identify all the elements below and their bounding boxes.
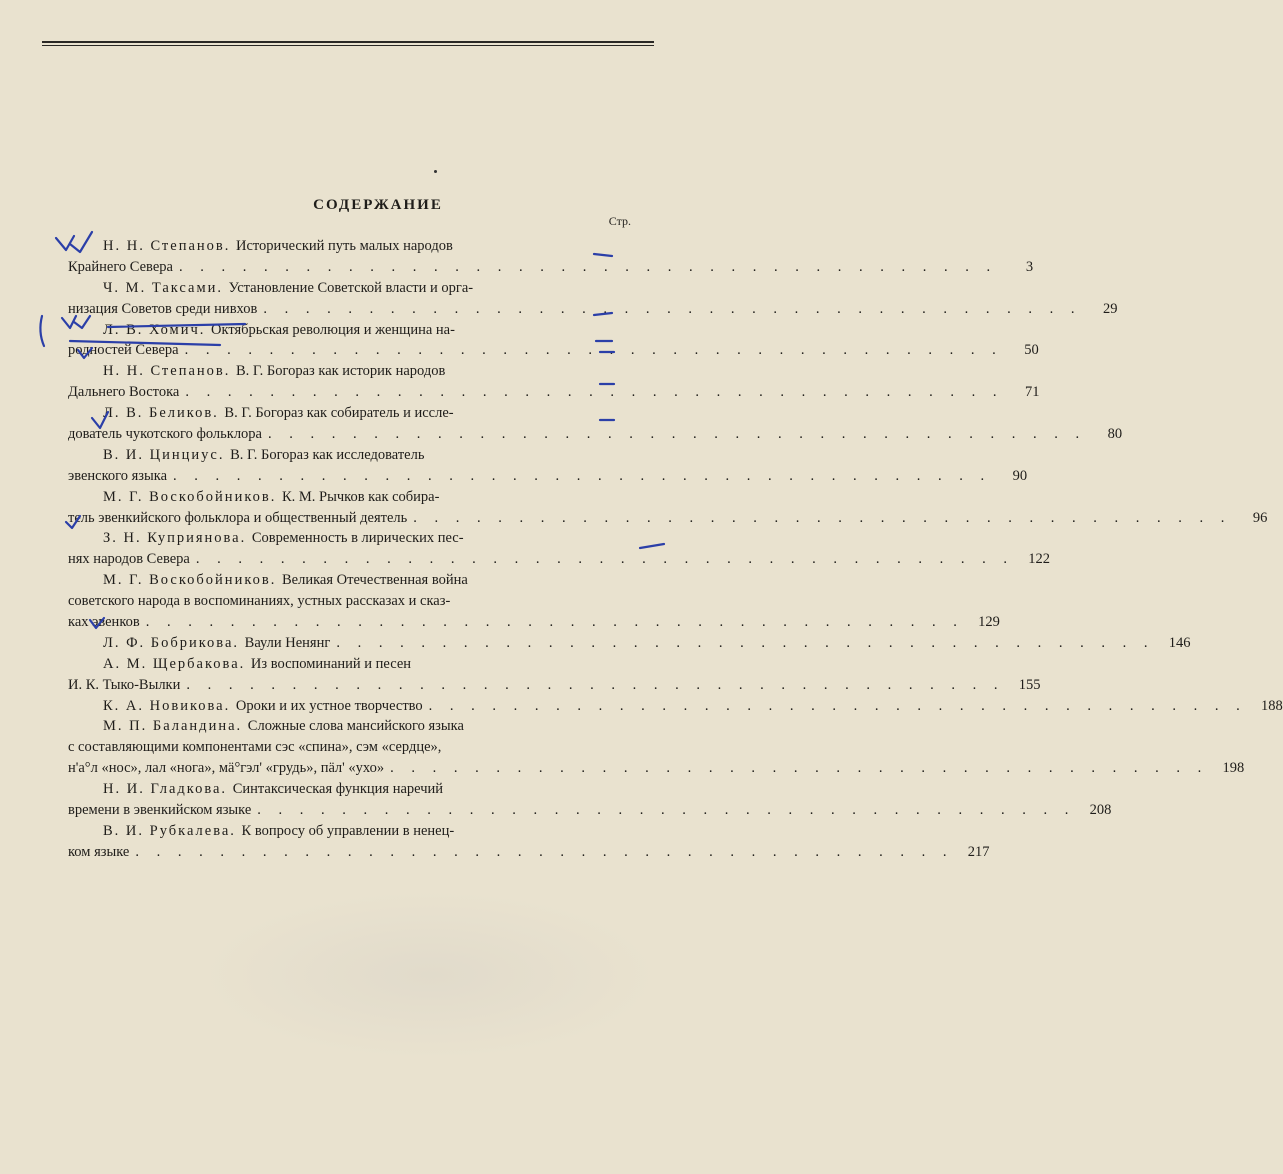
entry-last-line [68,340,1039,361]
entry-last-line [68,696,1283,717]
page-number: 29 [1102,300,1118,317]
entry-title-text: Современность в лирических пес- [251,530,464,547]
entry-title-text: К. М. Рычков как собира- [281,488,440,505]
entry-line [68,445,632,466]
entry-title-text: с составляющими компонентами сэс «спина», сэм «сердце», [68,739,442,756]
page-number: 188 [1261,697,1283,714]
entry-title-text: эвенского языка [68,467,168,484]
entry-title-end [68,382,179,403]
entry-title-end [103,633,330,654]
entry-title-end [68,758,384,779]
entry-author: А. М. Щербакова. [103,655,251,672]
toc-entry [68,487,1268,529]
toc-entry [68,716,1245,779]
entry-title-text: Великая Отечественная война [281,572,468,589]
entry-author: В. И. Цинциус. [103,446,231,463]
entry-title-end [68,549,190,570]
print-speck [434,170,437,173]
page-number: 217 [967,843,990,860]
toc-entry [68,403,1123,445]
entry-title-end [68,842,129,863]
entry-title-text: Ваули Ненянг [244,634,331,651]
dot-leader: . . . . . . . . . . . . . . . . . . . . . . . . . . . . . . . . . . . . . . . [185,384,1004,401]
entry-line [68,570,632,591]
dot-leader: . . . . . . . . . . . . . . . . . . . . . . . . . . . . . . . . . . . . . . . [257,802,1076,819]
entry-author: М. Г. Воскобойников. [103,488,282,505]
toc-entry [68,570,1000,633]
entry-author: М. Г. Воскобойников. [103,572,282,589]
entry-author: Ч. М. Таксами. [103,279,229,296]
entry-author: Л. В. Беликов. [103,405,225,422]
entry-last-line [68,508,1268,529]
dot-leader: . . . . . . . . . . . . . . . . . . . . . . . . . . . . . . . . . . . . . . . [173,467,992,484]
dot-leader: . . . . . . . . . . . . . . . . . . . . . . . . . . . . . . . . . . . . . . . [268,426,1087,443]
page-number: 90 [1012,467,1028,484]
dot-leader: . . . . . . . . . . . . . . . . . . . . . . . . . . . . . . . . . . . . . . . [135,843,954,860]
entry-author: В. И. Рубкалева. [103,822,242,839]
entry-title-text: советского народа в воспоминаниях, устных рассказах и сказ- [68,593,451,610]
entry-title-end [68,340,179,361]
entry-line [68,403,632,424]
entry-last-line [68,299,1118,320]
entry-author: Л. Ф. Бобрикова. [103,634,245,651]
dash-mark-icon [640,544,664,548]
toc-entry [68,361,1040,403]
entry-title-text: Крайнего Севера [68,258,173,275]
dot-leader: . . . . . . . . . . . . . . . . . . . . . . . . . . . . . . . . . . . . . . . [195,551,1014,568]
page-number: 3 [1025,258,1034,275]
entry-title-text: Октябрьская революция и женщина на- [211,321,455,338]
page-number: 129 [978,614,1000,631]
entry-title-text: нях народов Севера [68,551,190,568]
entry-last-line [68,675,1041,696]
entry-author: Н. И. Гладкова. [103,781,233,798]
entry-last-line [68,257,1034,278]
page-number: 80 [1107,426,1123,443]
entry-title-text: Сложные слова мансийского языка [247,718,464,735]
entry-line [68,320,632,341]
entry-line [68,278,632,299]
page-number: 122 [1028,551,1050,568]
entry-last-line [68,466,1028,487]
entry-title-text: времени в эвенкийском языке [68,802,252,819]
entry-last-line [68,549,1050,570]
entry-line [68,591,632,612]
entry-title-text: родностей Севера [68,342,179,359]
toc-entry [68,696,1283,717]
entry-author: З. Н. Куприянова. [103,530,252,547]
entry-last-line [68,424,1123,445]
bracket-mark-icon [40,316,44,346]
entry-title-text: дователь чукотского фольклора [68,426,262,443]
entry-title-text: Дальнего Востока [68,384,180,401]
entry-last-line [68,758,1245,779]
dot-leader: . . . . . . . . . . . . . . . . . . . . . . . . . . . . . . . . . . . . . . . [428,697,1247,714]
dot-leader: . . . . . . . . . . . . . . . . . . . . . . . . . . . . . . . . . . . . . . . [336,634,1155,651]
dot-leader: . . . . . . . . . . . . . . . . . . . . . . . . . . . . . . . . . . . . . . . [390,760,1209,777]
entry-title-end [68,612,140,633]
entry-author: Л. В. Хомич. [103,321,212,338]
toc-entry [68,445,1028,487]
entry-title-text: К вопросу об управлении в ненец- [241,822,455,839]
show-through [200,890,660,1060]
entry-last-line [68,800,1112,821]
entry-title-end [68,800,251,821]
top-rule [42,41,654,43]
page-number: 96 [1252,509,1268,526]
entry-title-text: н'а°л «нос», лал «нога», мä°гэл' «грудь», пäл' «ухо» [68,760,385,777]
entry-title-end [68,257,173,278]
entry-title-text: Исторический путь малых народов [236,238,453,254]
dot-leader: . . . . . . . . . . . . . . . . . . . . . . . . . . . . . . . . . . . . . . . [413,509,1232,526]
entry-line [68,236,632,257]
entry-title-text: ком языке [68,843,130,860]
page-number: 155 [1018,676,1041,693]
dot-leader: . . . . . . . . . . . . . . . . . . . . . . . . . . . . . . . . . . . . . . . [178,258,998,275]
entry-title-end [68,424,262,445]
entry-author: К. А. Новикова. [103,697,236,714]
entry-last-line [68,612,1000,633]
entry-title-text: Ороки и их устное творчество [235,697,423,714]
entry-line [68,361,632,382]
entry-title-text: ках эвенков [68,614,140,631]
entry-title-text: низация Советов среди нивхов [68,300,258,317]
entry-line [68,737,632,758]
dot-leader: . . . . . . . . . . . . . . . . . . . . . . . . . . . . . . . . . . . . . . . [145,614,964,631]
entry-title-end [68,299,257,320]
entry-title-text: В. Г. Богораз как исследователь [230,446,425,463]
page-number: 198 [1222,760,1245,777]
toc-entry [68,654,1041,696]
toc-entry [68,320,1039,362]
entry-line [68,528,632,549]
entry-title-text: тель эвенкийского фольклора и общественный деятель [68,509,408,526]
table-of-contents [68,236,1283,863]
entry-author: Н. Н. Степанов. [103,363,236,380]
entry-title-text: Установление Советской власти и орга- [228,279,474,296]
entry-title-text: Из воспоминаний и песен [250,655,412,672]
page-number: 146 [1168,634,1191,651]
entry-line [68,654,632,675]
toc-entry [68,236,1034,278]
entry-line [68,487,632,508]
entry-title-end [68,675,180,696]
entry-title-text: И. К. Тыко-Вылки [68,676,181,693]
entry-author: Н. Н. Степанов. [103,238,236,254]
contents-heading: СОДЕРЖАНИЕ [313,197,443,213]
entry-title-text: В. Г. Богораз как историк народов [236,363,446,380]
dot-leader: . . . . . . . . . . . . . . . . . . . . . . . . . . . . . . . . . . . . . . . [263,300,1082,317]
top-rule-thin [42,45,654,46]
dot-leader: . . . . . . . . . . . . . . . . . . . . . . . . . . . . . . . . . . . . . . . [184,342,1003,359]
entry-last-line [68,382,1040,403]
entry-line [68,779,632,800]
dot-leader: . . . . . . . . . . . . . . . . . . . . . . . . . . . . . . . . . . . . . . . [186,676,1005,693]
entry-line [68,716,632,737]
page-number: 208 [1089,802,1112,819]
toc-entry [68,528,1050,570]
entry-title-text: Синтаксическая функция наречий [232,781,444,798]
toc-entry [68,278,1118,320]
toc-entry [68,633,1191,654]
toc-entry [68,779,1112,821]
toc-entry [68,821,990,863]
entry-line [68,821,632,842]
page-number: 50 [1024,342,1039,359]
page-number: 71 [1024,384,1040,401]
page-column-label: Стр. [608,214,631,228]
entry-last-line [68,633,1191,654]
entry-last-line [68,842,990,863]
entry-title-text: В. Г. Богораз как собиратель и иссле- [224,405,454,422]
entry-author: М. П. Баландина. [103,718,248,735]
entry-title-end [68,508,407,529]
entry-title-end [68,466,167,487]
entry-title-end [103,696,423,717]
